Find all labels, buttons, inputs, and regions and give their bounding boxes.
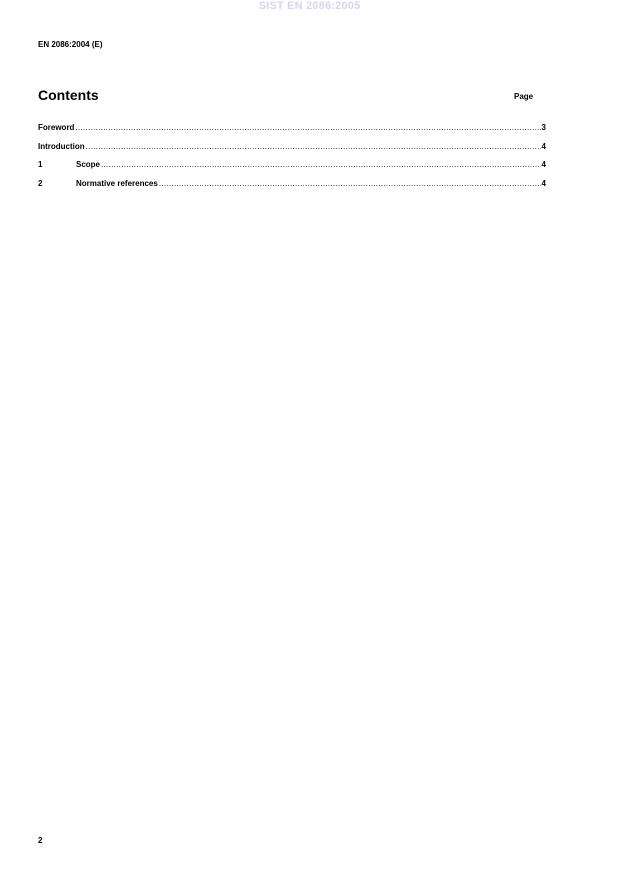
toc-entry-page: 4 [541,141,546,151]
contents-heading: Contents [38,87,99,103]
document-id-header: EN 2086:2004 (E) [38,40,103,49]
page-column-label: Page [514,92,534,101]
watermark: SIST EN 2086:2005 [258,0,361,12]
toc-entry-title: Introduction [38,141,85,151]
toc-entry-title: Foreword [38,123,75,132]
toc-entry-title: Scope [76,160,101,169]
toc-entry-title: Normative references [76,178,158,188]
toc-entry-number: 2 [38,178,43,188]
toc-entry-foreword[interactable] [38,123,546,142]
toc-entry-normative-references[interactable] [38,179,546,198]
toc-entry-page: 4 [541,178,546,188]
toc-entry-page: 3 [541,123,546,132]
toc-entry-introduction[interactable] [38,142,546,161]
toc-entry-number: 1 [38,160,43,169]
table-of-contents [38,123,546,197]
dot-leader [75,123,540,132]
dot-leader [159,179,541,188]
dot-leader [101,160,541,169]
toc-entry-scope[interactable] [38,160,546,179]
page-number: 2 [38,836,43,845]
dot-leader [86,142,541,151]
toc-entry-page: 4 [541,160,546,169]
